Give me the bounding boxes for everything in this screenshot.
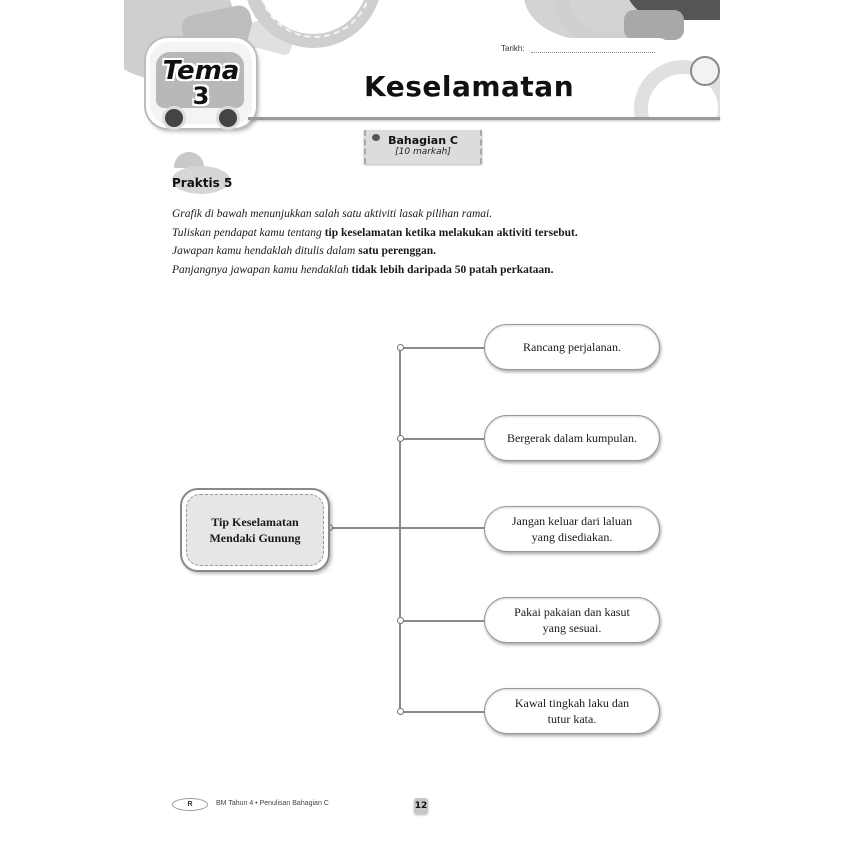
- connector-dot: [397, 435, 404, 442]
- instruction-bold: tidak lebih daripada 50 patah perkataan.: [351, 263, 554, 276]
- connector-trunk: [399, 347, 401, 711]
- praktis-badge: [170, 152, 233, 194]
- header-divider: [248, 117, 720, 120]
- connector-line: [400, 438, 484, 440]
- publisher-logo: R: [172, 798, 208, 811]
- connector-dot: [397, 708, 404, 715]
- branch-node: Rancang perjalanan.: [484, 324, 660, 370]
- connector-line: [326, 527, 484, 529]
- instruction-bold: tip keselamatan ketika melakukan aktiviti tersebut.: [324, 226, 578, 239]
- praktis-label: Praktis 5: [172, 176, 233, 190]
- instruction-line: [172, 242, 692, 261]
- connector-dot: [397, 344, 404, 351]
- connector-line: [400, 347, 484, 349]
- page-number: 12: [414, 798, 428, 814]
- branch-node: Pakai pakaian dan kasut yang sesuai.: [484, 597, 660, 643]
- tema-badge: [146, 38, 256, 128]
- page-title: Keselamatan: [364, 70, 575, 103]
- date-field[interactable]: [489, 38, 669, 58]
- section-tag: [364, 130, 482, 164]
- instruction-line: [172, 205, 692, 224]
- instruction-line: [172, 224, 692, 243]
- branch-node: Jangan keluar dari laluan yang disediakan.: [484, 506, 660, 552]
- instruction-bold: satu perenggan.: [358, 245, 436, 257]
- tema-label: Tema: [162, 56, 240, 86]
- date-input-line[interactable]: [531, 52, 655, 53]
- instructions: [172, 205, 692, 279]
- footer-text: BM Tahun 4 • Penulisan Bahagian C: [216, 800, 329, 807]
- center-node-label: Tip Keselamatan Mendaki Gunung: [186, 494, 324, 566]
- branch-node: Bergerak dalam kumpulan.: [484, 415, 660, 461]
- instruction-italic: Panjangnya jawapan kamu hendaklah: [172, 263, 349, 276]
- instruction-italic: Tuliskan pendapat kamu tentang: [172, 226, 322, 239]
- date-label: Tarikh:: [501, 44, 525, 53]
- center-node: [180, 488, 330, 572]
- worksheet-page: [124, 0, 720, 842]
- instruction-italic: Jawapan kamu hendaklah ditulis dalam: [172, 245, 356, 257]
- connector-dot: [397, 617, 404, 624]
- instruction-line: [172, 261, 692, 280]
- section-title: Bahagian C: [388, 134, 458, 147]
- connector-line: [400, 711, 484, 713]
- section-marks: [10 markah]: [395, 147, 451, 157]
- branch-node: Kawal tingkah laku dan tutur kata.: [484, 688, 660, 734]
- check-icon: [372, 134, 380, 141]
- instruction-italic: Grafik di bawah menunjukkan salah satu aktiviti lasak pilihan ramai.: [172, 208, 493, 220]
- connector-line: [400, 620, 484, 622]
- tema-number: 3: [192, 82, 210, 110]
